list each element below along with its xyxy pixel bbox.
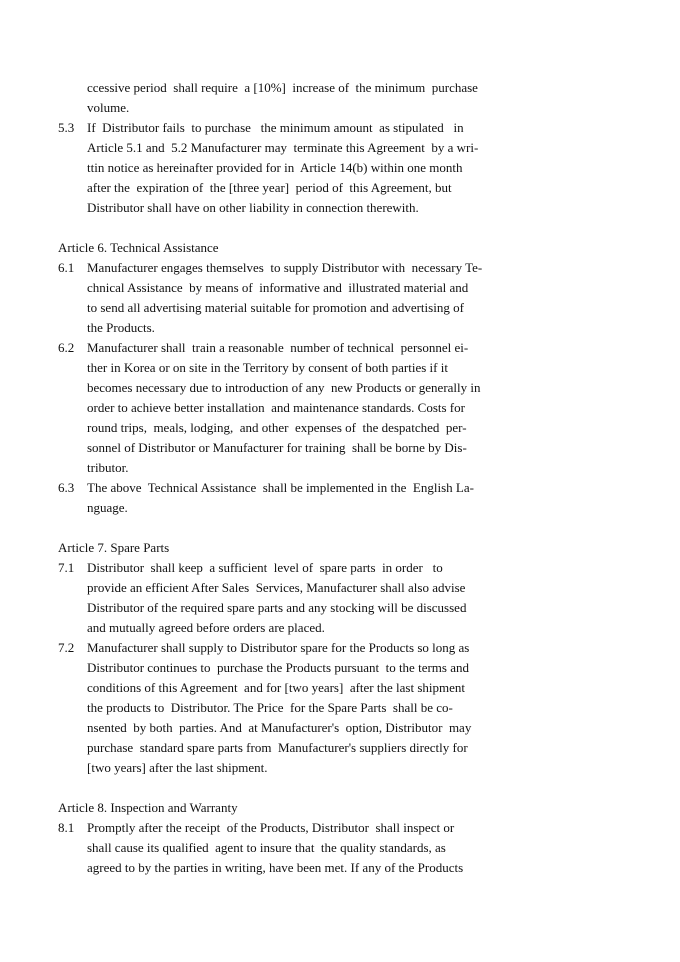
clause-number: 6.3 <box>58 480 75 495</box>
continuation-line: the products to Distributor. The Price for the Spare Parts shall be co- <box>87 700 453 715</box>
continuation-line: round trips, meals, lodging, and other expenses of the despatched per- <box>87 420 467 435</box>
continuation-line: nguage. <box>87 500 128 515</box>
document-page <box>58 78 558 878</box>
clause-line <box>58 338 558 358</box>
blank-line <box>58 778 558 798</box>
continuation-line: and mutually agreed before orders are placed. <box>87 620 325 635</box>
clause-text: Manufacturer shall train a reasonable number of technical personnel ei- <box>87 340 469 355</box>
clause-line <box>58 558 558 578</box>
continuation-line: Distributor of the required spare parts and any stocking will be discussed <box>87 600 467 615</box>
continuation-line: [two years] after the last shipment. <box>87 760 268 775</box>
clause-text: Distributor shall keep a sufficient level of spare parts in order to <box>87 560 443 575</box>
clause-text: Manufacturer shall supply to Distributor spare for the Products so long as <box>87 640 470 655</box>
continuation-line: chnical Assistance by means of informative and illustrated material and <box>87 280 469 295</box>
clause-text: Manufacturer engages themselves to supply Distributor with necessary Te- <box>87 260 483 275</box>
continuation-line: order to achieve better installation and maintenance standards. Costs for <box>87 400 465 415</box>
clause-line <box>58 638 558 658</box>
continuation-line: Article 5.1 and 5.2 Manufacturer may terminate this Agreement by a wri- <box>87 140 479 155</box>
clause-number: 8.1 <box>58 820 75 835</box>
continuation-line: provide an efficient After Sales Services, Manufacturer shall also advise <box>87 580 466 595</box>
article-heading: Article 8. Inspection and Warranty <box>58 800 238 815</box>
continuation-line: shall cause its qualified agent to insure that the quality standards, as <box>87 840 446 855</box>
continuation-line: volume. <box>87 100 130 115</box>
continuation-line: ccessive period shall require a [10%] increase of the minimum purchase <box>87 80 478 95</box>
continuation-line: ttin notice as hereinafter provided for in Article 14(b) within one month <box>87 160 463 175</box>
continuation-line: becomes necessary due to introduction of any new Products or generally in <box>87 380 481 395</box>
continuation-line: to send all advertising material suitable for promotion and advertising of <box>87 300 464 315</box>
article-heading: Article 6. Technical Assistance <box>58 240 219 255</box>
blank-line <box>58 218 558 238</box>
clause-line <box>58 478 558 498</box>
continuation-line: ther in Korea or on site in the Territory by consent of both parties if it <box>87 360 448 375</box>
continuation-line: agreed to by the parties in writing, have been met. If any of the Products <box>87 860 464 875</box>
continuation-line: sonnel of Distributor or Manufacturer for training shall be borne by Dis- <box>87 440 467 455</box>
continuation-line: nsented by both parties. And at Manufacturer's option, Distributor may <box>87 720 472 735</box>
clause-number: 7.1 <box>58 560 75 575</box>
article-heading: Article 7. Spare Parts <box>58 540 170 555</box>
clause-number: 5.3 <box>58 120 75 135</box>
blank-line <box>58 518 558 538</box>
clause-text: The above Technical Assistance shall be implemented in the English La- <box>87 480 474 495</box>
continuation-line: purchase standard spare parts from Manufacturer's suppliers directly for <box>87 740 468 755</box>
continuation-line: the Products. <box>87 320 155 335</box>
continuation-line: Distributor continues to purchase the Products pursuant to the terms and <box>87 660 469 675</box>
clause-number: 6.1 <box>58 260 75 275</box>
continuation-line: after the expiration of the [three year] period of this Agreement, but <box>87 180 452 195</box>
continuation-line: Distributor shall have on other liability in connection therewith. <box>87 200 419 215</box>
clause-text: Promptly after the receipt of the Products, Distributor shall inspect or <box>87 820 455 835</box>
clause-text: If Distributor fails to purchase the minimum amount as stipulated in <box>87 120 464 135</box>
clause-number: 6.2 <box>58 340 75 355</box>
continuation-line: tributor. <box>87 460 129 475</box>
clause-line <box>58 818 558 838</box>
clause-line <box>58 258 558 278</box>
continuation-line: conditions of this Agreement and for [two years] after the last shipment <box>87 680 465 695</box>
clause-line <box>58 118 558 138</box>
clause-number: 7.2 <box>58 640 75 655</box>
